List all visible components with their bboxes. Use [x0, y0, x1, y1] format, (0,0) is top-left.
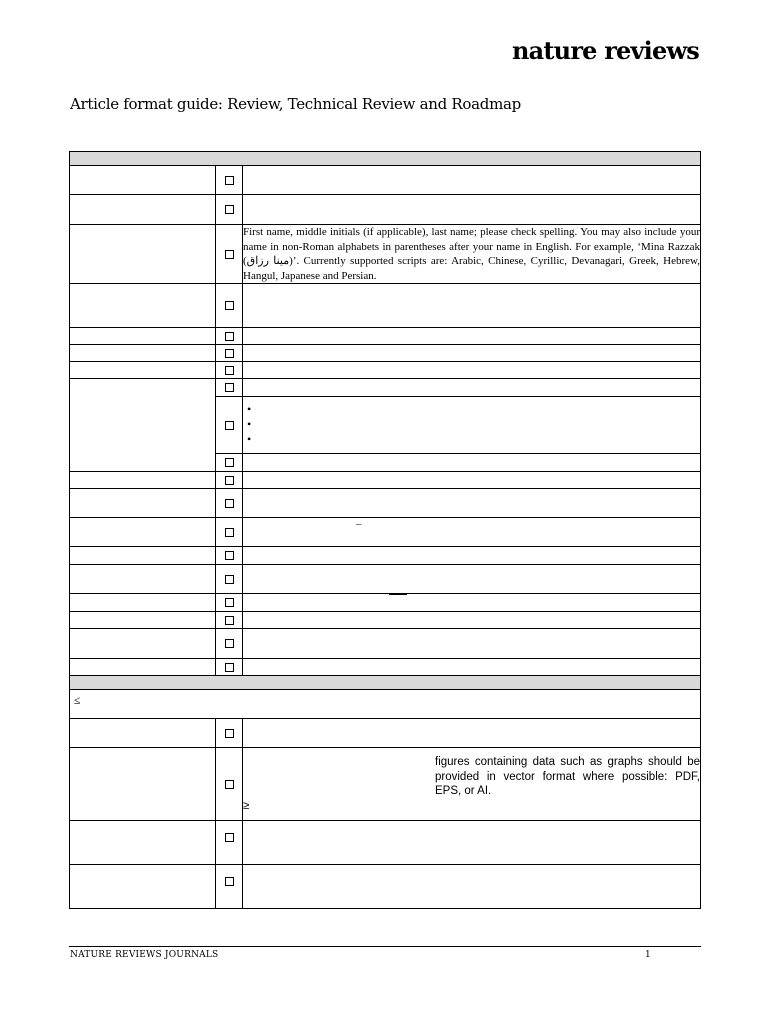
bullet-list — [243, 403, 700, 448]
table-row — [70, 284, 701, 328]
underline-mark — [389, 594, 407, 595]
table-row — [70, 518, 701, 547]
page-title: Article format guide: Review, Technical Review and Roadmap — [70, 95, 521, 113]
checkbox[interactable] — [225, 476, 234, 485]
table-row — [70, 225, 701, 284]
checkbox[interactable] — [225, 349, 234, 358]
section-header-row — [70, 152, 701, 166]
checkbox[interactable] — [225, 301, 234, 310]
table-row — [70, 748, 701, 821]
checkbox[interactable] — [225, 551, 234, 560]
list-item — [257, 418, 700, 433]
table-row — [70, 565, 701, 594]
format-checklist-table — [69, 151, 701, 909]
dash-mark: – — [356, 518, 362, 530]
footer-divider — [69, 946, 701, 947]
section-note: ≤ — [70, 690, 701, 719]
table-row — [70, 865, 701, 909]
table-row — [70, 719, 701, 748]
table-row — [70, 659, 701, 676]
checkbox[interactable] — [225, 205, 234, 214]
underline-mark — [427, 564, 445, 565]
figures-symbol: ≥ — [243, 799, 250, 812]
table-row — [70, 629, 701, 659]
list-item — [257, 403, 700, 418]
table-row — [70, 195, 701, 225]
table-row — [70, 612, 701, 629]
checkbox[interactable] — [225, 780, 234, 789]
checkbox[interactable] — [225, 616, 234, 625]
checkbox[interactable] — [225, 729, 234, 738]
table-row — [70, 345, 701, 362]
table-row — [70, 547, 701, 565]
nature-reviews-logo: nature reviews — [512, 36, 700, 65]
checkbox[interactable] — [225, 176, 234, 185]
table-row — [70, 166, 701, 195]
checkbox[interactable] — [225, 366, 234, 375]
checkbox[interactable] — [225, 877, 234, 886]
table-row — [70, 489, 701, 518]
table-row — [70, 328, 701, 345]
checkbox[interactable] — [225, 250, 234, 259]
figures-instructions: figures containing data such as graphs should be provided in vector format where possible: PDF, EPS, or AI. — [435, 756, 700, 797]
section-note-row — [70, 690, 701, 719]
table-row — [70, 594, 701, 612]
checkbox[interactable] — [225, 421, 234, 430]
checkbox[interactable] — [225, 575, 234, 584]
checkbox[interactable] — [225, 639, 234, 648]
page-number: 1 — [645, 950, 651, 960]
checkbox[interactable] — [225, 598, 234, 607]
checkbox[interactable] — [225, 458, 234, 467]
checkbox[interactable] — [225, 528, 234, 537]
checkbox[interactable] — [225, 332, 234, 341]
author-name-instructions: First name, middle initials (if applicable), last name; please check spelling. You may also include your name in non-Roman alphabets in parentheses after your name in English. For example, ‘Mina Razzak (مینا رزاق)’. Currently supported scripts are: Arabic, Chinese, Cyrillic, Devanagari, Greek, Hebrew, Hangul, Japanese and Persian. — [243, 226, 700, 282]
table-row — [70, 472, 701, 489]
checkbox[interactable] — [225, 663, 234, 672]
checkbox[interactable] — [225, 383, 234, 392]
footer-journal: NATURE REVIEWS JOURNALS — [70, 950, 219, 960]
checkbox[interactable] — [225, 499, 234, 508]
section-header-row — [70, 676, 701, 690]
table-row — [70, 362, 701, 379]
list-item — [257, 433, 700, 448]
checkbox[interactable] — [225, 833, 234, 842]
table-row — [70, 379, 701, 397]
table-row — [70, 821, 701, 865]
